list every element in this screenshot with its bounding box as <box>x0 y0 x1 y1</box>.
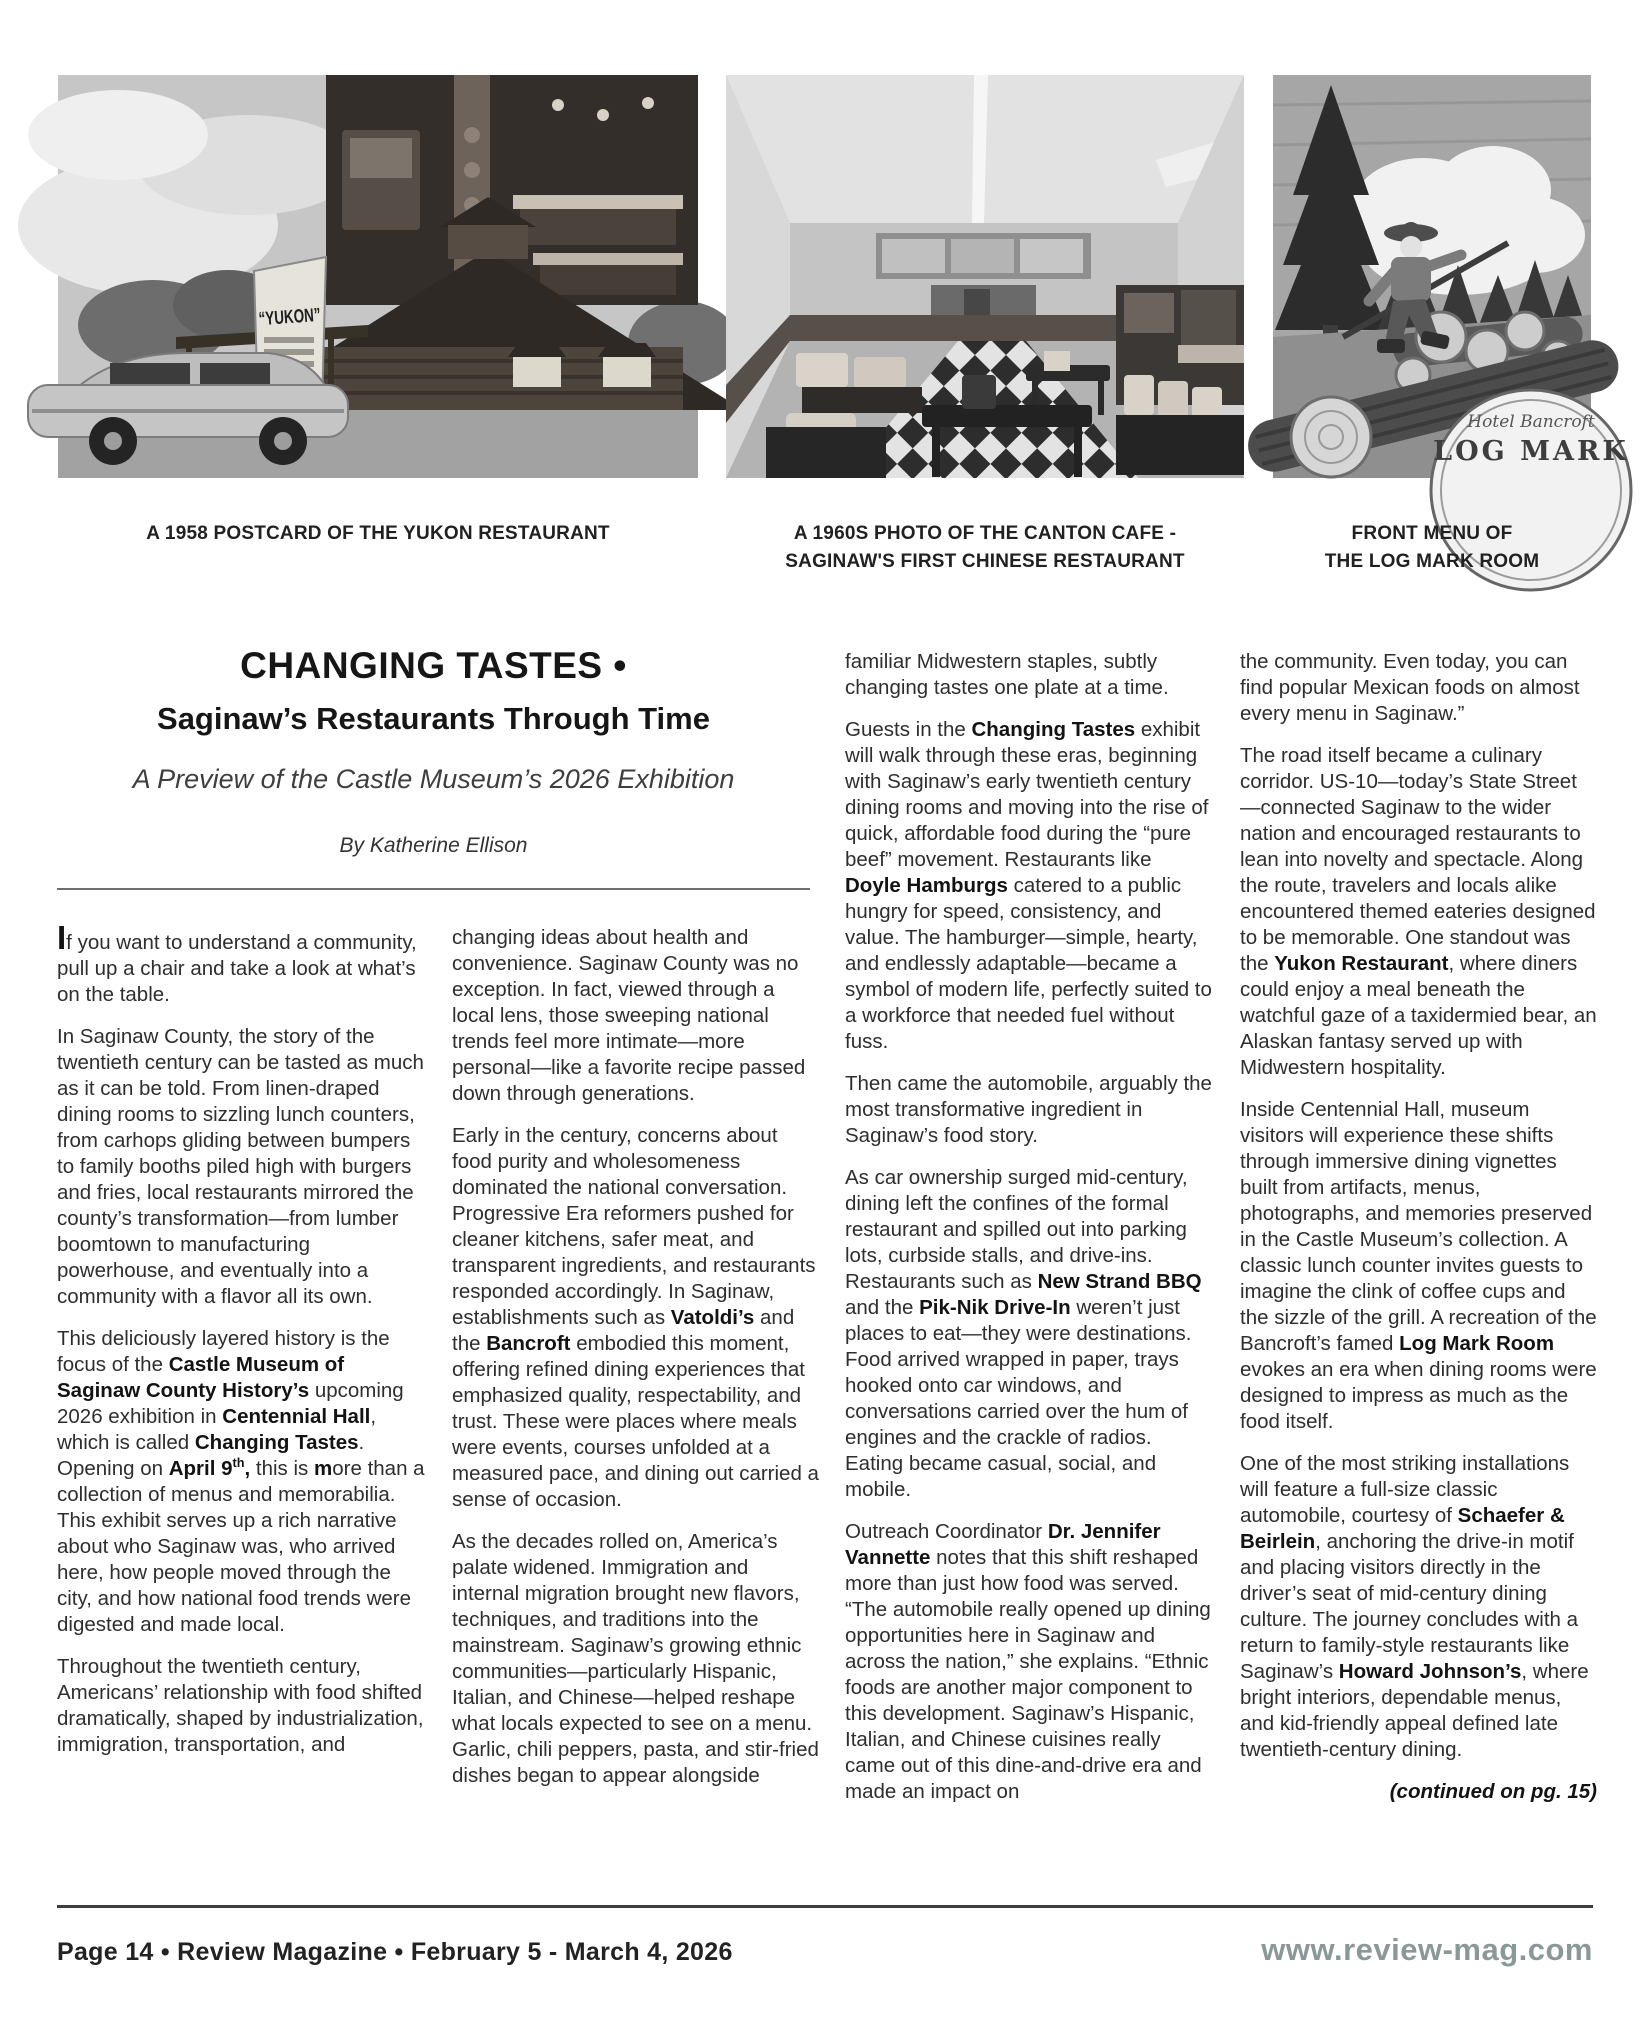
footer-website-url: www.review-mag.com <box>1261 1932 1593 1967</box>
article-byline: By Katherine Ellison <box>339 834 528 858</box>
hotel-bancroft-script: Hotel Bancroft <box>1467 412 1595 432</box>
log-mark-sign-text: LOG MARK <box>1433 436 1629 467</box>
article-deck: A Preview of the Castle Museum’s 2026 Exhibition <box>132 763 735 794</box>
canton-cafe-illustration <box>726 75 1244 478</box>
photo-caption-yukon: A 1958 POSTCARD OF THE YUKON RESTAURANT <box>146 523 610 544</box>
body-column-2: changing ideas about health and convenience. Saginaw County was no exception. In fact, viewed through a local lens, those sweeping national trends feel more intimate—more personal—like a favorite recipe passed down through generations. Early in the century, concerns about food purity and wholesomeness dominated the national conversation. Progressive Era reformers pushed for cleaner kitchens, safer meat, and transparent ingredients, and restaurants responded accordingly. In Saginaw, establishments such as Vatoldi’s and the Bancroft embodied this moment, offering refined dining experiences that emphasized quality, respectability, and trust. These were places where meals were events, courses unfolded at a measured pace, and dining out carried a sense of occasion. As the decades rolled on, America’s palate widened. Immigration and internal migration brought new flavors, techniques, and traditions into the mainstream. Saginaw’s growing ethnic communities—particularly Hispanic, Italian, and Chinese—helped reshape what locals expected to see on a menu. Garlic, chili peppers, pasta, and stir-fried dishes began to appear alongside <box>452 926 819 1787</box>
photo-log-mark-menu <box>1273 75 1629 478</box>
body-column-3: familiar Midwestern staples, subtly changing tastes one plate at a time. Guests in the Changing Tastes exhibit will walk through these eras, beginning with Saginaw’s early twentieth century dining rooms and moving into the rise of quick, affordable food during the “pure beef” movement. Restaurants like Doyle Hamburgs catered to a public hungry for speed, consistency, and value. The hamburger—simple, hearty, and endlessly adaptable—became a symbol of modern life, perfectly suited to a workforce that needed fuel without fuss. Then came the automobile, arguably the most transformative ingredient in Saginaw’s food story. As car ownership surged mid-century, dining left the confines of the formal restaurant and spilled out into parking lots, curbside stalls, and drive-ins. Restaurants such as New Strand BBQ and the Pik-Nik Drive-In weren’t just places to eat—they were destinations. Food arrived wrapped in paper, trays hooked onto car windows, and conversations carried over the hum of engines and the crackle of radios. Eating became casual, social, and mobile. Outreach Coordinator Dr. Jennifer Vannette notes that this shift reshaped more than just how food was served. “The automobile really opened up dining opportunities here in Saginaw and across the nation,” she explains. “Ethnic foods are another major component to this development. Saginaw’s Hispanic, Italian, and Chinese cuisines really came out of this dine-and-drive era and made an impact on <box>845 650 1212 1803</box>
footer-page-info: Page 14 • Review Magazine • February 5 - March 4, 2026 <box>57 1938 733 1966</box>
yukon-sign-text: “YUKON” <box>257 303 347 331</box>
article-subtitle: Saginaw’s Restaurants Through Time <box>157 700 710 736</box>
article-header <box>57 645 810 890</box>
body-column-1: If you want to understand a community, pull up a chair and take a look at what’s on the table. In Saginaw County, the story of the twentieth century can be tasted as much as it can be told. From linen-draped dining rooms to sizzling lunch counters, from carhops gliding between bumpers to family booths piled high with burgers and fries, local restaurants mirrored the county’s transformation—from lumber boomtown to manufacturing powerhouse, and eventually into a community with a flavor all its own. This deliciously layered history is the focus of the Castle Museum of Saginaw County History’s upcoming 2026 exhibition in Centennial Hall, which is called Changing Tastes. Opening on April 9th, this is more than a collection of menus and memorabilia. This exhibit serves up a rich narrative about who Saginaw was, who arrived here, how people moved through the city, and how national food trends were digested and made local. Throughout the twentieth century, Americans’ relationship with food shifted dramatically, shaped by industrialization, immigration, transportation, and <box>57 919 425 1756</box>
header-rule <box>57 888 810 890</box>
photo-yukon-postcard <box>58 75 698 478</box>
photo-caption-canton-cafe: A 1960S PHOTO OF THE CANTON CAFE - SAGINAW'S FIRST CHINESE RESTAURANT <box>785 523 1185 572</box>
photo-canton-cafe <box>726 75 1244 478</box>
footer-rule <box>57 1905 1593 1908</box>
article-title: CHANGING TASTES • <box>240 645 627 686</box>
body-column-4: the community. Even today, you can find popular Mexican foods on almost every menu in Saginaw.” The road itself became a culinary corridor. US-10—today’s State Street—connected Saginaw to the wider nation and encouraged restaurants to lean into novelty and spectacle. Along the route, travelers and locals alike encountered themed eateries designed to be memorable. One standout was the Yukon Restaurant, where diners could enjoy a meal beneath the watchful gaze of a taxidermied bear, an Alaskan fantasy served up with Midwestern hospitality. Inside Centennial Hall, museum visitors will experience these shifts through immersive dining vignettes built from artifacts, menus, photographs, and memories preserved in the Castle Museum’s collection. A classic lunch counter invites guests to imagine the clink of coffee cups and the sizzle of the grill. A recreation of the Bancroft’s famed Log Mark Room evokes an era when dining rooms were designed to impress as much as the food itself. One of the most striking installations will feature a full-size classic automobile, courtesy of Schaefer & Beirlein, anchoring the drive-in motif and placing visitors directly in the driver’s seat of mid-century dining culture. The journey concludes with a return to family-style restaurants like Saginaw’s Howard Johnson’s, where bright interiors, dependable menus, and kid-friendly appeal defined late twentieth-century dining. (continued on pg. 15) <box>1240 650 1597 1803</box>
photo-caption-log-mark: FRONT MENU OF THE LOG MARK ROOM <box>1324 523 1540 572</box>
log-mark-illustration <box>1273 75 1629 478</box>
yukon-postcard-illustration <box>58 75 698 478</box>
